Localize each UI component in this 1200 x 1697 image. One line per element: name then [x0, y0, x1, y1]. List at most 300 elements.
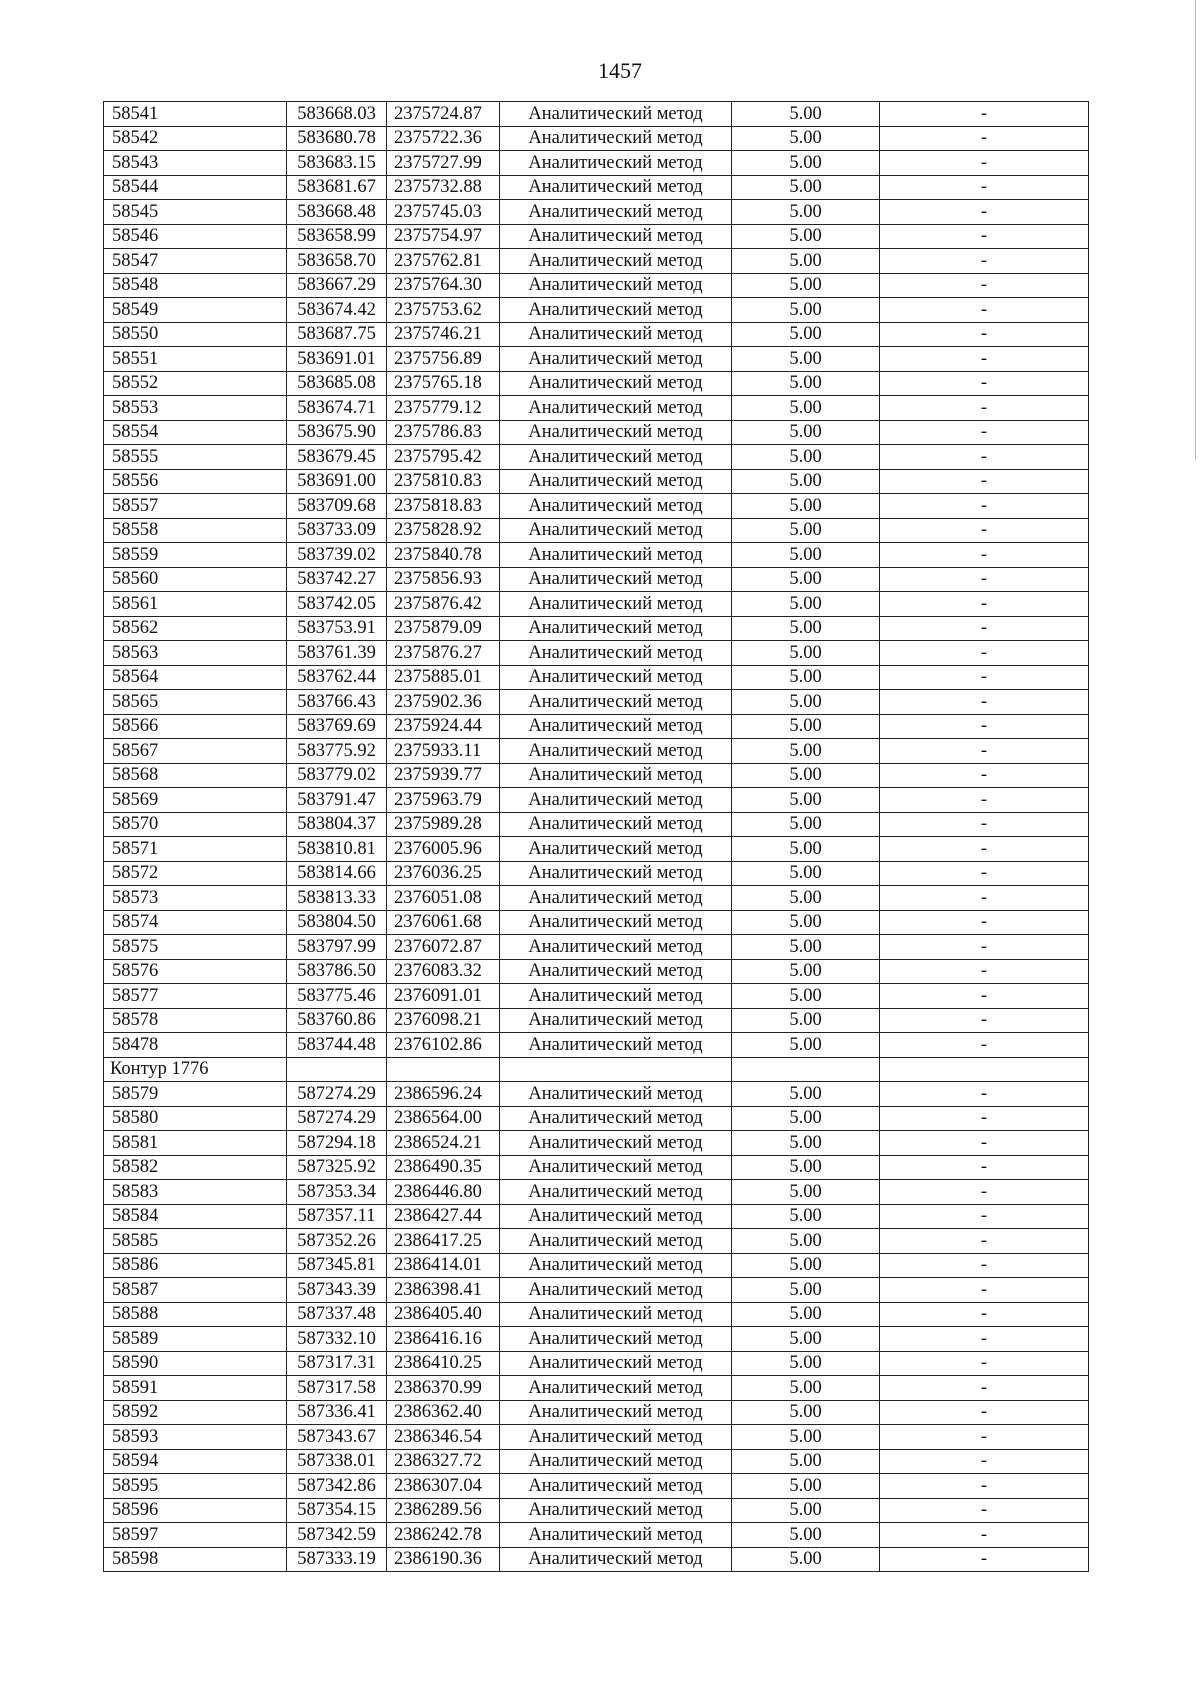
x-coordinate-cell: 583810.81 — [287, 837, 387, 862]
point-id-cell: 58586 — [104, 1253, 287, 1278]
x-coordinate-cell: 583742.05 — [287, 592, 387, 617]
method-cell: Аналитический метод — [500, 347, 732, 372]
description-cell: - — [880, 1474, 1089, 1499]
table-row — [104, 812, 1089, 837]
method-cell: Аналитический метод — [500, 665, 732, 690]
accuracy-cell: 5.00 — [732, 910, 880, 935]
description-cell: - — [880, 592, 1089, 617]
description-cell: - — [880, 1204, 1089, 1229]
point-id-cell: 58580 — [104, 1106, 287, 1131]
y-coordinate-cell: 2375856.93 — [387, 567, 500, 592]
point-id-cell: 58555 — [104, 445, 287, 470]
table-row — [104, 175, 1089, 200]
x-coordinate-cell: 587337.48 — [287, 1302, 387, 1327]
point-id-cell: 58543 — [104, 151, 287, 176]
accuracy-cell: 5.00 — [732, 249, 880, 274]
y-coordinate-cell: 2386190.36 — [387, 1547, 500, 1572]
y-coordinate-cell: 2386346.54 — [387, 1425, 500, 1450]
method-cell: Аналитический метод — [500, 273, 732, 298]
table-row — [104, 224, 1089, 249]
x-coordinate-cell: 583797.99 — [287, 935, 387, 960]
point-id-cell: 58575 — [104, 935, 287, 960]
table-row — [104, 494, 1089, 519]
table-row — [104, 249, 1089, 274]
description-cell: - — [880, 567, 1089, 592]
x-coordinate-cell: 583791.47 — [287, 788, 387, 813]
description-cell: - — [880, 273, 1089, 298]
y-coordinate-cell: 2376072.87 — [387, 935, 500, 960]
x-coordinate-cell: 587342.59 — [287, 1523, 387, 1548]
point-id-cell: 58564 — [104, 665, 287, 690]
table-row — [104, 1106, 1089, 1131]
description-cell: - — [880, 445, 1089, 470]
table-row — [104, 1204, 1089, 1229]
contour-header-row — [104, 1057, 1089, 1082]
table-row — [104, 1425, 1089, 1450]
description-cell: - — [880, 1425, 1089, 1450]
description-cell: - — [880, 1523, 1089, 1548]
y-coordinate-cell: 2386289.56 — [387, 1498, 500, 1523]
table-row — [104, 763, 1089, 788]
point-id-cell: 58594 — [104, 1449, 287, 1474]
method-cell: Аналитический метод — [500, 1155, 732, 1180]
point-id-cell: 58563 — [104, 641, 287, 666]
x-coordinate-cell: 583744.48 — [287, 1033, 387, 1058]
accuracy-cell: 5.00 — [732, 1523, 880, 1548]
point-id-cell: 58544 — [104, 175, 287, 200]
accuracy-cell: 5.00 — [732, 1376, 880, 1401]
method-cell: Аналитический метод — [500, 837, 732, 862]
x-coordinate-cell: 583775.46 — [287, 984, 387, 1009]
table-row — [104, 543, 1089, 568]
table-row — [104, 102, 1089, 127]
y-coordinate-cell: 2375963.79 — [387, 788, 500, 813]
method-cell: Аналитический метод — [500, 910, 732, 935]
table-row — [104, 273, 1089, 298]
y-coordinate-cell: 2386414.01 — [387, 1253, 500, 1278]
method-cell: Аналитический метод — [500, 641, 732, 666]
point-id-cell: 58572 — [104, 861, 287, 886]
description-cell: - — [880, 1327, 1089, 1352]
method-cell: Аналитический метод — [500, 151, 732, 176]
x-coordinate-cell: 583683.15 — [287, 151, 387, 176]
point-id-cell: 58578 — [104, 1008, 287, 1033]
x-coordinate-cell: 583813.33 — [287, 886, 387, 911]
method-cell: Аналитический метод — [500, 984, 732, 1009]
accuracy-cell: 5.00 — [732, 1180, 880, 1205]
coordinates-table — [103, 101, 1089, 1572]
x-coordinate-cell: 587274.29 — [287, 1082, 387, 1107]
table-row — [104, 1449, 1089, 1474]
table-row — [104, 1253, 1089, 1278]
y-coordinate-cell: 2375746.21 — [387, 322, 500, 347]
description-cell: - — [880, 935, 1089, 960]
x-coordinate-cell: 587338.01 — [287, 1449, 387, 1474]
accuracy-cell: 5.00 — [732, 959, 880, 984]
y-coordinate-cell: 2375727.99 — [387, 151, 500, 176]
table-row — [104, 910, 1089, 935]
x-coordinate-cell: 583668.48 — [287, 200, 387, 225]
accuracy-cell: 5.00 — [732, 837, 880, 862]
x-coordinate-cell: 583804.37 — [287, 812, 387, 837]
description-cell: - — [880, 763, 1089, 788]
description-cell: - — [880, 1082, 1089, 1107]
point-id-cell: 58565 — [104, 690, 287, 715]
x-coordinate-cell: 587333.19 — [287, 1547, 387, 1572]
x-coordinate-cell: 583658.99 — [287, 224, 387, 249]
accuracy-cell: 5.00 — [732, 224, 880, 249]
table-row — [104, 1278, 1089, 1303]
x-coordinate-cell: 583762.44 — [287, 665, 387, 690]
x-coordinate-cell: 583691.00 — [287, 469, 387, 494]
x-coordinate-cell: 583766.43 — [287, 690, 387, 715]
point-id-cell: 58558 — [104, 518, 287, 543]
accuracy-cell: 5.00 — [732, 812, 880, 837]
point-id-cell: 58597 — [104, 1523, 287, 1548]
accuracy-cell: 5.00 — [732, 1474, 880, 1499]
accuracy-cell: 5.00 — [732, 1547, 880, 1572]
y-coordinate-cell: 2376005.96 — [387, 837, 500, 862]
x-coordinate-cell: 583679.45 — [287, 445, 387, 470]
x-coordinate-cell: 583668.03 — [287, 102, 387, 127]
description-cell: - — [880, 739, 1089, 764]
table-row — [104, 592, 1089, 617]
method-cell: Аналитический метод — [500, 1425, 732, 1450]
description-cell: - — [880, 788, 1089, 813]
accuracy-cell: 5.00 — [732, 151, 880, 176]
x-coordinate-cell: 583739.02 — [287, 543, 387, 568]
y-coordinate-cell: 2375840.78 — [387, 543, 500, 568]
point-id-cell: 58557 — [104, 494, 287, 519]
description-cell: - — [880, 469, 1089, 494]
y-coordinate-cell: 2376036.25 — [387, 861, 500, 886]
table-row — [104, 861, 1089, 886]
point-id-cell: 58582 — [104, 1155, 287, 1180]
x-coordinate-cell: 583769.69 — [287, 714, 387, 739]
accuracy-cell: 5.00 — [732, 1082, 880, 1107]
description-cell: - — [880, 641, 1089, 666]
x-coordinate-cell: 583742.27 — [287, 567, 387, 592]
y-coordinate-cell: 2376083.32 — [387, 959, 500, 984]
method-cell: Аналитический метод — [500, 518, 732, 543]
x-coordinate-cell: 583779.02 — [287, 763, 387, 788]
y-coordinate-cell: 2375762.81 — [387, 249, 500, 274]
method-cell: Аналитический метод — [500, 1106, 732, 1131]
description-cell: - — [880, 837, 1089, 862]
point-id-cell: 58595 — [104, 1474, 287, 1499]
description-cell: - — [880, 175, 1089, 200]
y-coordinate-cell: 2386398.41 — [387, 1278, 500, 1303]
accuracy-cell: 5.00 — [732, 469, 880, 494]
description-cell: - — [880, 1253, 1089, 1278]
table-row — [104, 690, 1089, 715]
table-row — [104, 371, 1089, 396]
y-coordinate-cell: 2375756.89 — [387, 347, 500, 372]
description-cell: - — [880, 1155, 1089, 1180]
accuracy-cell: 5.00 — [732, 1155, 880, 1180]
table-row — [104, 126, 1089, 151]
point-id-cell: 58576 — [104, 959, 287, 984]
y-coordinate-cell: 2375779.12 — [387, 396, 500, 421]
y-coordinate-cell: 2375754.97 — [387, 224, 500, 249]
x-coordinate-cell: 587353.34 — [287, 1180, 387, 1205]
x-coordinate-cell: 587317.31 — [287, 1351, 387, 1376]
method-cell: Аналитический метод — [500, 445, 732, 470]
x-coordinate-cell: 583658.70 — [287, 249, 387, 274]
description-cell: - — [880, 1033, 1089, 1058]
x-coordinate-cell: 583709.68 — [287, 494, 387, 519]
y-coordinate-cell: 2375885.01 — [387, 665, 500, 690]
method-cell: Аналитический метод — [500, 1082, 732, 1107]
x-coordinate-cell: 583674.71 — [287, 396, 387, 421]
method-cell: Аналитический метод — [500, 1180, 732, 1205]
table-row — [104, 886, 1089, 911]
table-row — [104, 298, 1089, 323]
description-cell: - — [880, 298, 1089, 323]
table-row — [104, 641, 1089, 666]
table-row — [104, 739, 1089, 764]
method-cell: Аналитический метод — [500, 420, 732, 445]
table-row — [104, 616, 1089, 641]
y-coordinate-cell: 2375902.36 — [387, 690, 500, 715]
x-coordinate-cell: 583685.08 — [287, 371, 387, 396]
accuracy-cell: 5.00 — [732, 935, 880, 960]
x-coordinate-cell: 587345.81 — [287, 1253, 387, 1278]
accuracy-cell: 5.00 — [732, 567, 880, 592]
accuracy-cell: 5.00 — [732, 1302, 880, 1327]
method-cell: Аналитический метод — [500, 494, 732, 519]
description-cell: - — [880, 812, 1089, 837]
description-cell: - — [880, 1302, 1089, 1327]
x-coordinate-cell: 583760.86 — [287, 1008, 387, 1033]
x-coordinate-cell: 583753.91 — [287, 616, 387, 641]
x-coordinate-cell: 583761.39 — [287, 641, 387, 666]
method-cell: Аналитический метод — [500, 1376, 732, 1401]
method-cell: Аналитический метод — [500, 1278, 732, 1303]
accuracy-cell: 5.00 — [732, 861, 880, 886]
table-row — [104, 935, 1089, 960]
method-cell: Аналитический метод — [500, 126, 732, 151]
accuracy-cell: 5.00 — [732, 1106, 880, 1131]
accuracy-cell: 5.00 — [732, 739, 880, 764]
table-row — [104, 151, 1089, 176]
description-cell: - — [880, 665, 1089, 690]
x-coordinate-cell — [287, 1057, 387, 1082]
table-row — [104, 1523, 1089, 1548]
table-row — [104, 1376, 1089, 1401]
accuracy-cell: 5.00 — [732, 1229, 880, 1254]
accuracy-cell: 5.00 — [732, 1131, 880, 1156]
point-id-cell: 58579 — [104, 1082, 287, 1107]
method-cell: Аналитический метод — [500, 1498, 732, 1523]
y-coordinate-cell: 2375876.42 — [387, 592, 500, 617]
table-row — [104, 1474, 1089, 1499]
point-id-cell: 58561 — [104, 592, 287, 617]
table-row — [104, 420, 1089, 445]
point-id-cell: 58596 — [104, 1498, 287, 1523]
table-row — [104, 1033, 1089, 1058]
y-coordinate-cell: 2375722.36 — [387, 126, 500, 151]
y-coordinate-cell: 2386242.78 — [387, 1523, 500, 1548]
x-coordinate-cell: 583687.75 — [287, 322, 387, 347]
method-cell: Аналитический метод — [500, 298, 732, 323]
y-coordinate-cell: 2375810.83 — [387, 469, 500, 494]
accuracy-cell: 5.00 — [732, 445, 880, 470]
x-coordinate-cell: 583680.78 — [287, 126, 387, 151]
x-coordinate-cell: 587352.26 — [287, 1229, 387, 1254]
y-coordinate-cell: 2375828.92 — [387, 518, 500, 543]
point-id-cell: 58593 — [104, 1425, 287, 1450]
method-cell: Аналитический метод — [500, 1547, 732, 1572]
description-cell: - — [880, 690, 1089, 715]
description-cell: - — [880, 1351, 1089, 1376]
point-id-cell: 58570 — [104, 812, 287, 837]
y-coordinate-cell: 2376051.08 — [387, 886, 500, 911]
table-row — [104, 1351, 1089, 1376]
method-cell: Аналитический метод — [500, 1351, 732, 1376]
y-coordinate-cell: 2386427.44 — [387, 1204, 500, 1229]
accuracy-cell: 5.00 — [732, 518, 880, 543]
accuracy-cell: 5.00 — [732, 102, 880, 127]
point-id-cell: 58581 — [104, 1131, 287, 1156]
accuracy-cell: 5.00 — [732, 347, 880, 372]
accuracy-cell: 5.00 — [732, 175, 880, 200]
accuracy-cell: 5.00 — [732, 126, 880, 151]
method-cell: Аналитический метод — [500, 469, 732, 494]
table-row — [104, 347, 1089, 372]
point-id-cell: 58547 — [104, 249, 287, 274]
point-id-cell: 58554 — [104, 420, 287, 445]
table-row — [104, 322, 1089, 347]
method-cell: Аналитический метод — [500, 567, 732, 592]
description-cell: - — [880, 420, 1089, 445]
y-coordinate-cell: 2376091.01 — [387, 984, 500, 1009]
method-cell: Аналитический метод — [500, 690, 732, 715]
accuracy-cell: 5.00 — [732, 200, 880, 225]
method-cell: Аналитический метод — [500, 249, 732, 274]
point-id-cell: 58566 — [104, 714, 287, 739]
point-id-cell: 58589 — [104, 1327, 287, 1352]
y-coordinate-cell: 2386446.80 — [387, 1180, 500, 1205]
x-coordinate-cell: 587336.41 — [287, 1400, 387, 1425]
y-coordinate-cell: 2375753.62 — [387, 298, 500, 323]
y-coordinate-cell — [387, 1057, 500, 1082]
method-cell: Аналитический метод — [500, 1400, 732, 1425]
description-cell: - — [880, 371, 1089, 396]
table-row — [104, 1547, 1089, 1572]
x-coordinate-cell: 583667.29 — [287, 273, 387, 298]
point-id-cell: 58590 — [104, 1351, 287, 1376]
accuracy-cell: 5.00 — [732, 984, 880, 1009]
description-cell: - — [880, 861, 1089, 886]
y-coordinate-cell: 2375879.09 — [387, 616, 500, 641]
table-row — [104, 837, 1089, 862]
method-cell: Аналитический метод — [500, 739, 732, 764]
description-cell: - — [880, 1449, 1089, 1474]
x-coordinate-cell: 587274.29 — [287, 1106, 387, 1131]
description-cell: - — [880, 1547, 1089, 1572]
y-coordinate-cell: 2375818.83 — [387, 494, 500, 519]
point-id-cell: 58577 — [104, 984, 287, 1009]
x-coordinate-cell: 583674.42 — [287, 298, 387, 323]
description-cell: - — [880, 910, 1089, 935]
point-id-cell: 58551 — [104, 347, 287, 372]
method-cell: Аналитический метод — [500, 861, 732, 886]
description-cell: - — [880, 396, 1089, 421]
description-cell: - — [880, 1106, 1089, 1131]
method-cell: Аналитический метод — [500, 886, 732, 911]
x-coordinate-cell: 583691.01 — [287, 347, 387, 372]
method-cell: Аналитический метод — [500, 1474, 732, 1499]
point-id-cell: 58556 — [104, 469, 287, 494]
table-row — [104, 665, 1089, 690]
description-cell: - — [880, 1278, 1089, 1303]
y-coordinate-cell: 2386362.40 — [387, 1400, 500, 1425]
table-row — [104, 469, 1089, 494]
y-coordinate-cell: 2375939.77 — [387, 763, 500, 788]
accuracy-cell: 5.00 — [732, 665, 880, 690]
method-cell: Аналитический метод — [500, 1523, 732, 1548]
accuracy-cell: 5.00 — [732, 1327, 880, 1352]
description-cell: - — [880, 518, 1089, 543]
y-coordinate-cell: 2386410.25 — [387, 1351, 500, 1376]
description-cell: - — [880, 1180, 1089, 1205]
x-coordinate-cell: 583733.09 — [287, 518, 387, 543]
table-row — [104, 1327, 1089, 1352]
method-cell: Аналитический метод — [500, 543, 732, 568]
point-id-cell: 58573 — [104, 886, 287, 911]
table-row — [104, 788, 1089, 813]
method-cell: Аналитический метод — [500, 1008, 732, 1033]
accuracy-cell: 5.00 — [732, 1449, 880, 1474]
point-id-cell: 58548 — [104, 273, 287, 298]
method-cell: Аналитический метод — [500, 1449, 732, 1474]
x-coordinate-cell: 587354.15 — [287, 1498, 387, 1523]
accuracy-cell: 5.00 — [732, 1278, 880, 1303]
y-coordinate-cell: 2375732.88 — [387, 175, 500, 200]
point-id-cell: 58585 — [104, 1229, 287, 1254]
y-coordinate-cell: 2376061.68 — [387, 910, 500, 935]
y-coordinate-cell: 2386417.25 — [387, 1229, 500, 1254]
description-cell: - — [880, 543, 1089, 568]
point-id-cell: 58568 — [104, 763, 287, 788]
y-coordinate-cell: 2386596.24 — [387, 1082, 500, 1107]
table-row — [104, 518, 1089, 543]
point-id-cell: 58562 — [104, 616, 287, 641]
method-cell: Аналитический метод — [500, 1204, 732, 1229]
description-cell: - — [880, 886, 1089, 911]
method-cell: Аналитический метод — [500, 1327, 732, 1352]
accuracy-cell: 5.00 — [732, 616, 880, 641]
y-coordinate-cell: 2386327.72 — [387, 1449, 500, 1474]
table-row — [104, 1229, 1089, 1254]
x-coordinate-cell: 583681.67 — [287, 175, 387, 200]
y-coordinate-cell: 2375795.42 — [387, 445, 500, 470]
x-coordinate-cell: 583786.50 — [287, 959, 387, 984]
y-coordinate-cell: 2375764.30 — [387, 273, 500, 298]
point-id-cell: 58552 — [104, 371, 287, 396]
accuracy-cell: 5.00 — [732, 322, 880, 347]
table-row — [104, 1180, 1089, 1205]
accuracy-cell: 5.00 — [732, 690, 880, 715]
table-row — [104, 445, 1089, 470]
accuracy-cell: 5.00 — [732, 420, 880, 445]
accuracy-cell: 5.00 — [732, 763, 880, 788]
x-coordinate-cell: 583675.90 — [287, 420, 387, 445]
point-id-cell: 58559 — [104, 543, 287, 568]
table-row — [104, 396, 1089, 421]
method-cell: Аналитический метод — [500, 812, 732, 837]
